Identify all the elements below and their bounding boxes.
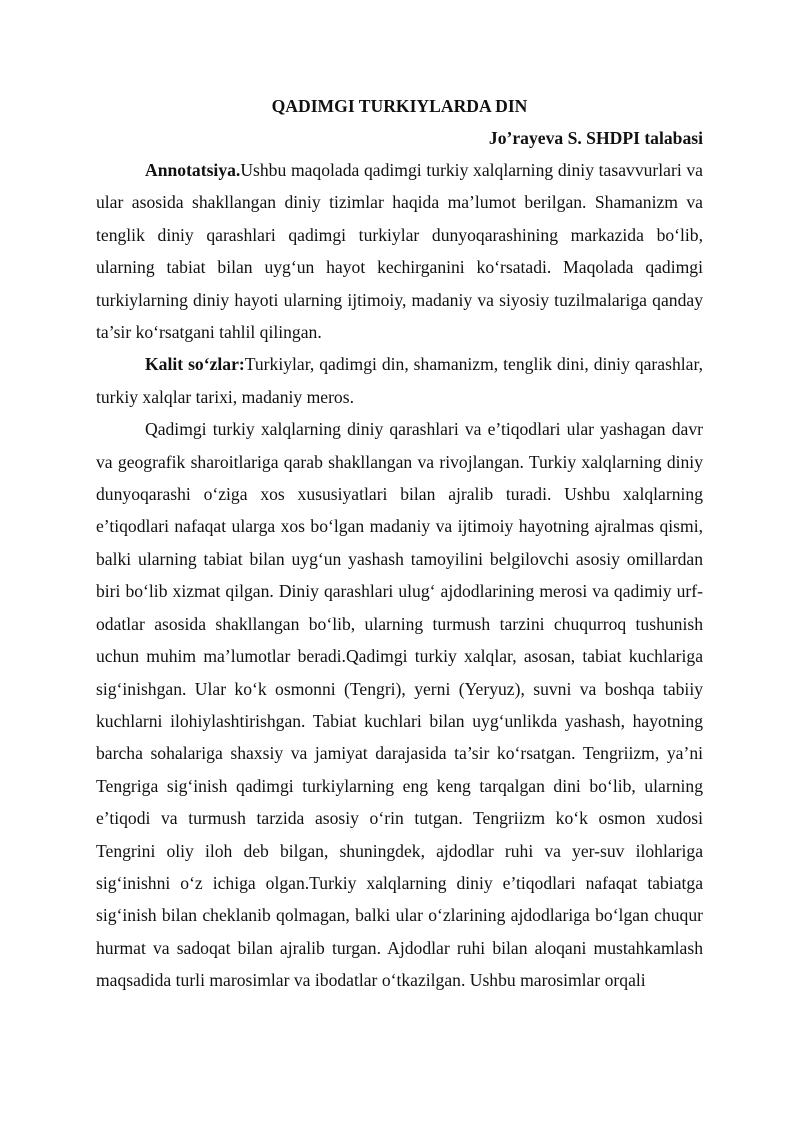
keywords-text: Turkiylar, qadimgi din, shamanizm, tenglik dini, diniy qarashlar, turkiy xalqlar tarixi, madaniy meros. bbox=[96, 354, 703, 407]
annotation-label: Annotatsiya. bbox=[145, 160, 241, 180]
document-page bbox=[96, 90, 703, 997]
annotation-text: Ushbu maqolada qadimgi turkiy xalqlarning diniy tasavvurlari va ular asosida shakllangan diniy tizimlar haqida ma’lumot berilgan. Shamanizm va tenglik diniy qarashlari qadimgi turkiylar dunyoqarashining markazida bo‘lib, ularning tabiat bilan uyg‘un hayot kechirganini ko‘rsatadi. Maqolada qadimgi turkiylarning diniy hayoti ularning ijtimoiy, madaniy va siyosiy tuzilmalariga qanday ta’sir ko‘rsatgani tahlil qilingan. bbox=[96, 160, 703, 343]
keywords-label: Kalit so‘zlar: bbox=[145, 354, 245, 375]
paper-title: QADIMGI TURKIYLARDA DIN bbox=[271, 96, 528, 116]
keywords-paragraph bbox=[96, 348, 703, 413]
author-line: Jo’rayeva S. SHDPI talabasi bbox=[488, 128, 703, 148]
body-paragraph: Qadimgi turkiy xalqlarning diniy qarashlari va e’tiqodlari ular yashagan davr va geografik sharoitlariga qarab shakllangan va rivojlangan. Turkiy xalqlarning diniy dunyoqarashi o‘ziga xos xususiyatlari bilan ajralib turadi. Ushbu xalqlarning e’tiqodlari nafaqat ularga xos bo‘lgan madaniy va ijtimoiy hayotning ajralmas qismi, balki ularning tabiat bilan uyg‘un yashash tamoyilini belgilovchi asosiy omillardan biri bo‘lib xizmat qilgan. Diniy qarashlari ulug‘ ajdodlarining merosi va qadimiy urf-odatlar asosida shakllangan bo‘lib, ularning turmush tarzini chuqurroq tushunish uchun muhim ma’lumotlar beradi.Qadimgi turkiy xalqlar, asosan, tabiat kuchlariga sig‘inishgan. Ular ko‘k osmonni (Tengri), yerni (Yeryuz), suvni va boshqa tabiiy kuchlarni ilohiylashtirishgan. Tabiat kuchlari bilan uyg‘unlikda yashash, hayotning barcha sohalariga shaxsiy va jamiyat darajasida ta’sir ko‘rsatgan. Tengriizm, ya’ni Tengriga sig‘inish qadimgi turkiylarning eng keng tarqalgan dini bo‘lib, ularning e’tiqodi va turmush tarzida asosiy o‘rin tutgan. Tengriizm ko‘k osmon xudosi Tengrini oliy iloh deb bilgan, shuningdek, ajdodlar ruhi va yer-suv ilohlariga sig‘inishni o‘z ichiga olgan.Turkiy xalqlarning diniy e’tiqodlari nafaqat tabiatga sig‘inish bilan cheklanib qolmagan, balki ular o‘zlarining ajdodlariga bo‘lgan chuqur hurmat va sadoqat bilan ajralib turgan. Ajdodlar ruhi bilan aloqani mustahkamlash maqsadida turli marosimlar va ibodatlar o‘tkazilgan. Ushbu marosimlar orqali bbox=[96, 419, 703, 991]
annotation-paragraph bbox=[96, 154, 703, 348]
